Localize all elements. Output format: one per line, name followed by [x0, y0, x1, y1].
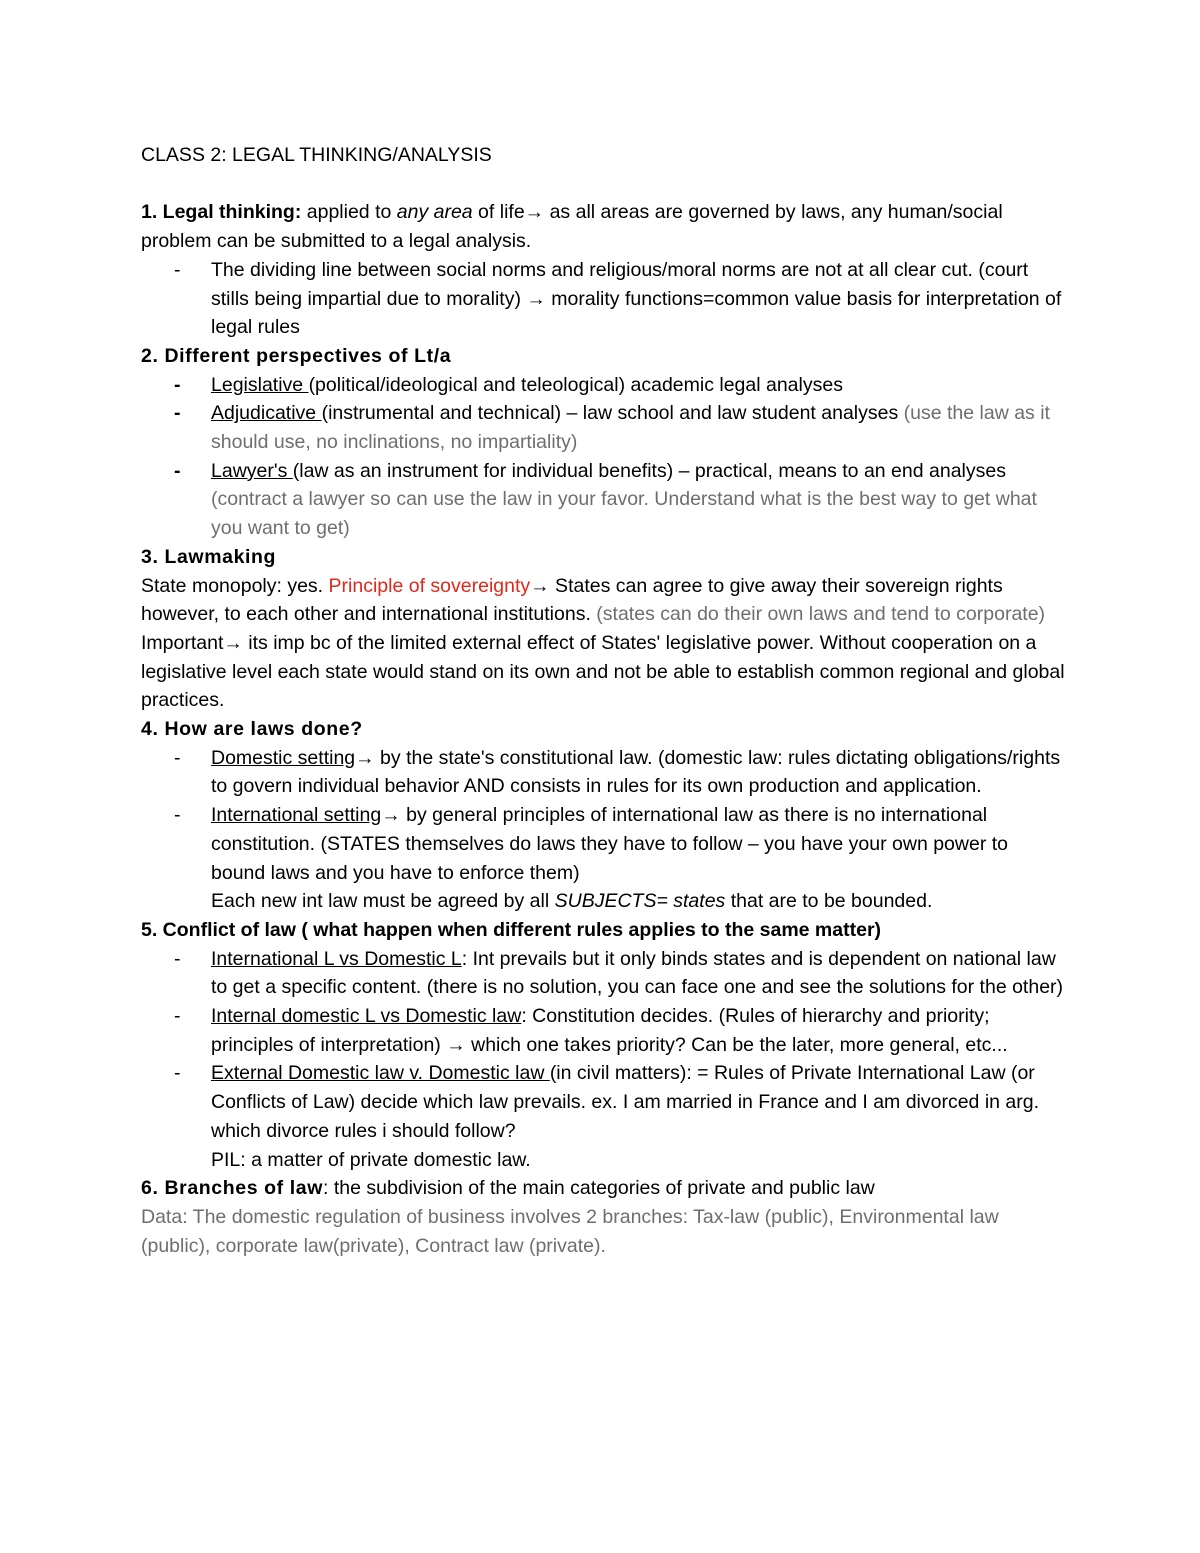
section-1-bullet-item [141, 256, 1066, 342]
section-6-data-note: Data: The domestic regulation of business involves 2 branches: Tax-law (public), Environmental law (public), corporate law(private), Contract law (private). [141, 1206, 999, 1257]
section-5-item-international-vs-domestic [141, 945, 1066, 1002]
section-3-paragraph-2: Important→ its imp bc of the limited external effect of States' legislative power. Without cooperation on a legislative level each state would stand on its own and not be able to establish common regional and global practices. [141, 631, 1065, 712]
bullet-text: → by general principles of international law as there is no international constitution. (STATES themselves do laws they have to follow – you have your own power to bound laws and you have to enforce them) [211, 804, 1009, 884]
text-run: that are to be bounded. [725, 890, 933, 913]
text-run: of life→ as all areas are governed by laws, any human/social problem can be submitted to a legal analysis. [141, 201, 1003, 253]
red-highlight: Principle of sovereignty [328, 574, 531, 597]
bullet-dash: - [174, 373, 181, 396]
section-1-heading: 1. Legal thinking: [141, 201, 302, 224]
bullet-dash: - [174, 258, 181, 281]
section-2-item-adjudicative [141, 399, 1066, 456]
section-1-paragraph [141, 198, 1066, 255]
document-body [141, 141, 1066, 1260]
spacer [141, 170, 1066, 199]
section-6-paragraph [141, 1174, 1066, 1203]
bullet-text: (law as an instrument for individual benefits) – practical, means to an end analyses [292, 459, 1006, 482]
bullet-dash: - [174, 1062, 181, 1085]
underlined-term: International setting [211, 804, 382, 827]
bullet-dash: - [174, 459, 181, 482]
underlined-term: Adjudicative [211, 402, 322, 425]
underlined-term: External Domestic law v. Domestic law [211, 1062, 550, 1085]
section-2-item-lawyers [141, 457, 1066, 543]
gray-note: (states can do their own laws and tend to corporate) [596, 603, 1046, 626]
gray-note: (contract a lawyer so can use the law in your favor. Understand what is the best way to get what you want to get) [211, 488, 1037, 540]
section-3-paragraph-1 [141, 572, 1066, 629]
section-5-heading: 5. Conflict of law ( what happen when different rules applies to the same matter) [141, 918, 882, 941]
section-5-item-internal-vs-domestic [141, 1002, 1066, 1059]
bullet-dash: - [174, 1005, 181, 1028]
text-run: State monopoly: yes. [141, 574, 329, 597]
bullet-text: : Constitution decides. (Rules of hierarchy and priority; principles of interpretation) → which one takes priority? Can be the later, more general, etc... [211, 1005, 1008, 1056]
bullet-dash: - [174, 746, 181, 769]
bullet-text: The dividing line between social norms and religious/moral norms are not at all clear cut. (court stills being impartial due to morality) → morality functions=common value basis for interpretation of legal rules [211, 258, 1062, 339]
section-3-heading: 3. Lawmaking [141, 545, 277, 568]
text-run: applied to [301, 201, 397, 224]
underlined-term: Domestic setting [211, 746, 356, 769]
underlined-term: Lawyer's [211, 459, 293, 482]
section-2-heading: 2. Different perspectives of Lt/a [141, 344, 452, 367]
underlined-term: International L vs Domestic L [211, 947, 462, 970]
section-4-heading: 4. How are laws done? [141, 718, 363, 741]
bullet-text: → by the state's constitutional law. (domestic law: rules dictating obligations/rights to govern individual behavior AND consists in rules for its own production and application. [211, 746, 1061, 798]
text-run: → States can agree to give away their sovereign rights however, to each other and international institutions. [141, 574, 1003, 626]
italic-run: SUBJECTS= states [554, 890, 726, 913]
section-4-item-domestic [141, 744, 1066, 801]
bullet-text: (in civil matters): = Rules of Private International Law (or Conflicts of Law) decide which law prevails. ex. I am married in France and I am divorced in arg. which divorce rules i should follow? [211, 1062, 1040, 1142]
text-run: : the subdivision of the main categories of private and public law [323, 1177, 875, 1200]
text-run: PIL: a matter of private domestic law. [211, 1148, 531, 1171]
underlined-term: Internal domestic L vs Domestic law [211, 1005, 522, 1028]
bullet-text: : Int prevails but it only binds states and is dependent on national law to get a specific content. (there is no solution, you can face one and see the solutions for the other) [211, 947, 1064, 999]
section-6-heading: 6. Branches of law [141, 1177, 324, 1200]
bullet-dash: - [174, 804, 181, 827]
section-5-item-external-vs-domestic [141, 1059, 1066, 1174]
italic-run: any area [396, 201, 473, 224]
bullet-text: (instrumental and technical) – law school and law student analyses [321, 402, 904, 425]
bullet-dash: - [174, 947, 181, 970]
gray-note: (use the law as it should use, no inclinations, no impartiality) [211, 402, 1050, 454]
text-run: Each new int law must be agreed by all [211, 890, 555, 913]
section-2-item-legislative [141, 371, 1066, 400]
underlined-term: Legislative [211, 373, 309, 396]
bullet-dash: - [174, 402, 181, 425]
bullet-text: (political/ideological and teleological) academic legal analyses [308, 373, 843, 396]
section-4-item-international [141, 801, 1066, 916]
document-title: CLASS 2: LEGAL THINKING/ANALYSIS [141, 144, 492, 166]
